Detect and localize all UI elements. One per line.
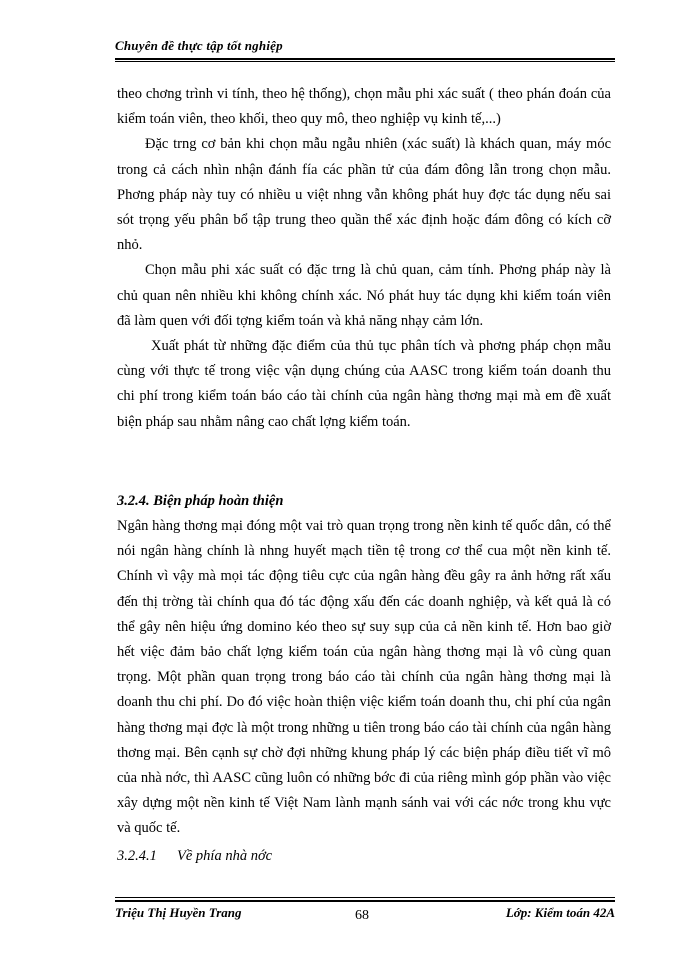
paragraph-random-sampling: Đặc trng cơ bản khi chọn mẫu ngẫu nhiên (xác suất) là khách quan, máy móc trong cả cách nhìn nhận đánh fía các phần tử của đám đông lẫn trong chọn mẫu. Phơng pháp này tuy có nhiều u việt nhng vẫn không phát huy đợc tác dụng nếu sai sót trọng yếu phân bổ tập trung theo quần thể xác định hoặc đám đông có kích cỡ nhỏ. — [117, 136, 611, 254]
page-body — [117, 82, 611, 869]
page-number: 68 — [355, 908, 369, 923]
paragraph-banking-role: Ngân hàng thơng mại đóng một vai trò quan trọng trong nền kinh tế quốc dân, có thể nói ngân hàng chính là nhng huyết mạch tiền tệ trong cơ thể cua một nền kinh tế. Chính vì vậy mà mọi tác động tiêu cực của ngân hàng đều gây ra ảnh hởng rất xấu đến thị trờng tài chính qua đó tác động xấu đến các doanh nghiệp, và kết quả là có thể gây nên hiệu ứng domino kéo theo sự suy sụp của cả nền kinh tế. Hơn bao giờ hết việc đảm bảo chất lợng kiểm toán của ngân hàng thơng mại là vô cùng quan trọng. Một phần quan trọng trong báo cáo tài chính của ngân hàng thơng mại là doanh thu chi phí. Do đó việc hoàn thiện việc kiểm toán doanh thu, chi phí của ngân hàng thơng mại đợc là một trong những u tiên trong báo cáo tài chính của ngân hàng thơng mại. Bên cạnh sự chờ đợi những khung pháp lý các biện pháp điều tiết vĩ mô của nhà nớc, thì AASC cũng luôn có những bớc đi của riêng mình góp phần vào việc xây dựng một nền kinh tế Việt Nam lành mạnh sánh vai với các nớc trong khu vực và quốc tế. — [117, 518, 611, 837]
page-header — [115, 38, 615, 54]
header-title: Chuyên đề thực tập tốt nghiệp — [115, 38, 283, 53]
footer-rule-thin — [115, 897, 615, 898]
footer-rule — [115, 900, 615, 902]
paragraph-continuation: theo chơng trình vi tính, theo hệ thống), chọn mẫu phi xác suất ( theo phán đoán của kiểm toán viên, theo khối, theo quy mô, theo nghiệp vụ kinh tế,...) — [117, 86, 611, 128]
page-footer — [115, 897, 615, 927]
paragraph-proposal-intro: Xuất phát từ những đặc điểm của thủ tục phân tích và phơng pháp chọn mẫu cùng với thực tế trong việc vận dụng chúng của AASC trong kiểm toán doanh thu chi phí trong kiểm toán báo cáo tài chính của ngân hàng thơng mại mà em đề xuất biện pháp sau nhằm nâng cao chất lợng kiểm toán. — [117, 338, 611, 430]
subsection-title: Về phía nhà nớc — [177, 847, 273, 864]
paragraph-nonrandom-sampling: Chọn mẫu phi xác suất có đặc trng là chủ quan, cảm tính. Phơng pháp này là chủ quan nên nhiều khi không chính xác. Nó phát huy tác dụng khi kiểm toán viên đã làm quen với đối tợng kiểm toán và khả năng nhạy cảm lớn. — [117, 262, 611, 329]
subsection-number: 3.2.4.1 — [117, 847, 157, 864]
header-rule-thin — [115, 61, 615, 62]
footer-author: Triệu Thị Huyền Trang — [115, 905, 242, 920]
header-rule — [115, 58, 615, 60]
subsection-heading — [117, 844, 611, 869]
section-heading: 3.2.4. Biện pháp hoàn thiện — [117, 492, 284, 509]
footer-class: Lớp: Kiểm toán 42A — [505, 905, 615, 920]
